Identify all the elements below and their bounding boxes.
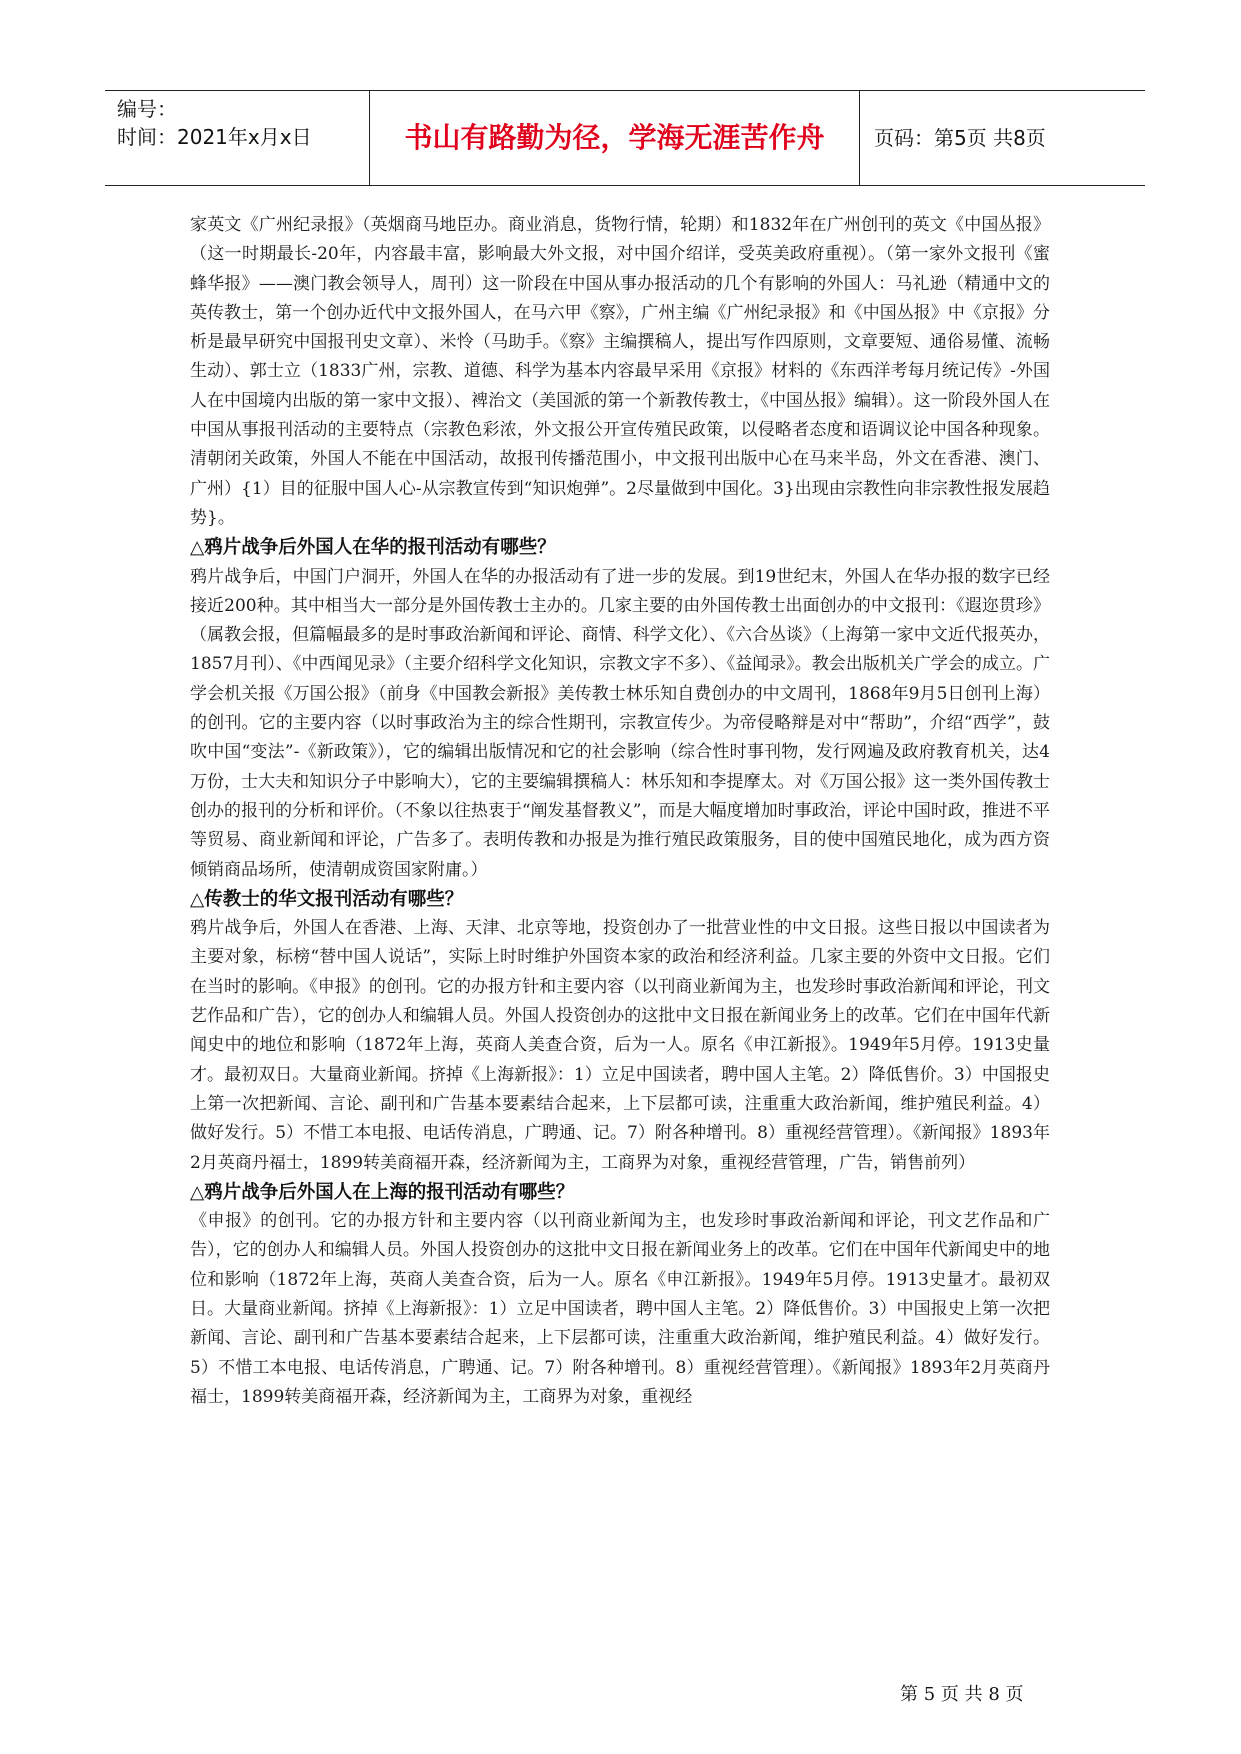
number-label: 编号： (117, 97, 177, 121)
header-motto: 书山有路勤为径，学海无涯苦作舟 (370, 91, 860, 185)
document-body (190, 211, 1050, 1412)
time-label: 时间：2021年x月x日 (117, 125, 312, 149)
page-header (105, 90, 1145, 186)
section-heading: △鸦片战争后外国人在上海的报刊活动有哪些？ (190, 1181, 575, 1203)
section-paragraph: 《申报》的创刊。它的办报方针和主要内容（以刊商业新闻为主，也发珍时事政治新闻和评论，刊文艺作品和广告），它的创办人和编辑人员。外国人投资创办的这批中文日报在新闻业务上的改革。它们在中国年代新闻史中的地位和影响（1872年上海，英商人美查合资，后为一人。原名《申江新报》。1949年5月停。1913史量才。最初双日。大量商业新闻。挤掉《上海新报》：1）立足中国读者，聘中国人主笔。2）降低售价。3）中国报史上第一次把新闻、言论、副刊和广告基本要素结合起来，上下层都可读，注重重大政治新闻，维护殖民利益。4）做好发行。5）不惜工本电报、电话传消息，广聘通、记。7）附各种增刊。8）重视经营管理）。《新闻报》1893年2月英商丹福士，1899转美商福开森，经济新闻为主，工商界为对象，重视经 (190, 1211, 1050, 1407)
section-heading: △传教士的华文报刊活动有哪些？ (190, 888, 464, 910)
section-heading: △鸦片战争后外国人在华的报刊活动有哪些？ (190, 537, 556, 559)
header-meta (105, 91, 370, 185)
page-footer: 第 5 页 共 8 页 (900, 1684, 1024, 1705)
section-paragraph: 鸦片战争后，外国人在香港、上海、天津、北京等地，投资创办了一批营业性的中文日报。这些日报以中国读者为主要对象，标榜“替中国人说话”，实际上时时维护外国资本家的政治和经济利益。几家主要的外资中文日报。它们在当时的影响。《申报》的创刊。它的办报方针和主要内容（以刊商业新闻为主，也发珍时事政治新闻和评论，刊文艺作品和广告），它的创办人和编辑人员。外国人投资创办的这批中文日报在新闻业务上的改革。它们在中国年代新闻史中的地位和影响（1872年上海，英商人美查合资，后为一人。原名《申江新报》。1949年5月停。1913史量才。最初双日。大量商业新闻。挤掉《上海新报》：1）立足中国读者，聘中国人主笔。2）降低售价。3）中国报史上第一次把新闻、言论、副刊和广告基本要素结合起来，上下层都可读，注重重大政治新闻，维护殖民利益。4）做好发行。5）不惜工本电报、电话传消息，广聘通、记。7）附各种增刊。8）重视经营管理）。《新闻报》1893年2月英商丹福士，1899转美商福开森，经济新闻为主，工商界为对象，重视经营管理，广告，销售前列） (190, 918, 1050, 1173)
section-paragraph: 鸦片战争后，中国门户洞开，外国人在华的办报活动有了进一步的发展。到19世纪末，外国人在华办报的数字已经接近200种。其中相当大一部分是外国传教士主办的。几家主要的由外国传教士出面创办的中文报刊：《遐迩贯珍》（属教会报，但篇幅最多的是时事政治新闻和评论、商情、科学文化）、《六合丛谈》（上海第一家中文近代报英办，1857月刊）、《中西闻见录》（主要介绍科学文化知识，宗教文字不多）、《益闻录》。教会出版机关广学会的成立。广学会机关报《万国公报》（前身《中国教会新报》美传教士林乐知自费创办的中文周刊，1868年9月5日创刊上海）的创刊。它的主要内容（以时事政治为主的综合性期刊，宗教宣传少。为帝侵略辩是对中“帮助”，介绍“西学”，鼓吹中国“变法”-《新政策》），它的编辑出版情况和它的社会影响（综合性时事刊物，发行网遍及政府教育机关，达4万份，士大夫和知识分子中影响大），它的主要编辑撰稿人：林乐知和李提摩太。对《万国公报》这一类外国传教士创办的报刊的分析和评价。（不象以往热衷于“阐发基督教义”，而是大幅度增加时事政治，评论中国时政，推进不平等贸易、商业新闻和评论，广告多了。表明传教和办报是为推行殖民政策服务，目的使中国殖民地化，成为西方资倾销商品场所，使清朝成资国家附庸。） (190, 566, 1050, 880)
header-page-info: 页码：第5页 共8页 (874, 126, 1046, 150)
intro-paragraph: 家英文《广州纪录报》（英烟商马地臣办。商业消息，货物行情，轮期）和1832年在广州创刊的英文《中国丛报》（这一时期最长-20年，内容最丰富，影响最大外文报，对中国介绍详，受英美政府重视）。（第一家外文报刊《蜜蜂华报》——澳门教会领导人，周刊）这一阶段在中国从事办报活动的几个有影响的外国人：马礼逊（精通中文的英传教士，第一个创办近代中文报外国人，在马六甲《察》，广州主编《广州纪录报》和《中国丛报》中《京报》分析是最早研究中国报刊史文章）、米怜（马助手。《察》主编撰稿人，提出写作四原则，文章要短、通俗易懂、流畅生动）、郭士立（1833广州，宗教、道德、科学为基本内容最早采用《京报》材料的《东西洋考每月统记传》-外国人在中国境内出版的第一家中文报）、裨治文（美国派的第一个新教传教士，《中国丛报》编辑）。这一阶段外国人在中国从事报刊活动的主要特点（宗教色彩浓，外文报公开宣传殖民政策，以侵略者态度和语调议论中国各种现象。清朝闭关政策，外国人不能在中国活动，故报刊传播范围小，中文报刊出版中心在马来半岛，外文在香港、澳门、广州）{1）目的征服中国人心-从宗教宣传到“知识炮弹”。2尽量做到中国化。3}出现由宗教性向非宗教性报发展趋势}。 (190, 215, 1050, 528)
